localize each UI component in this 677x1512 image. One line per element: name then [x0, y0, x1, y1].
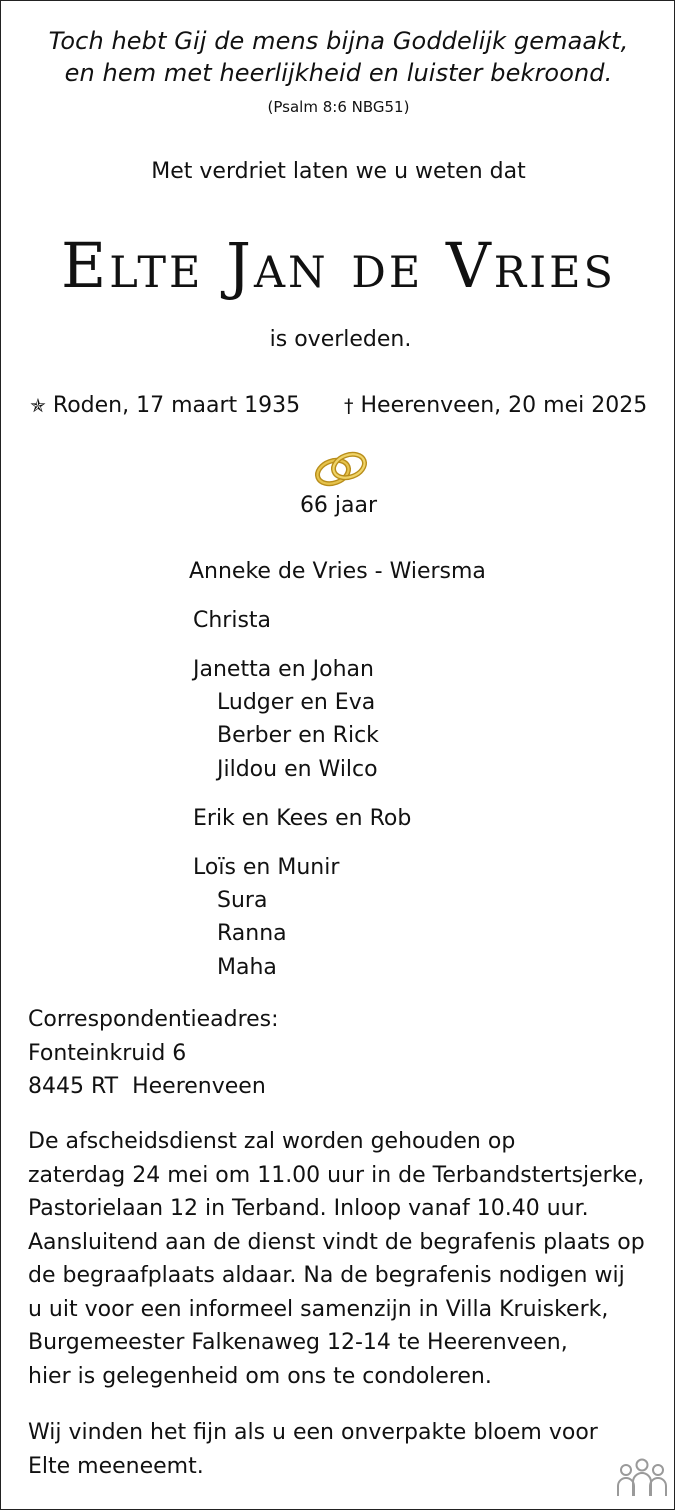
correspondence-city: 8445 RT Heerenveen — [28, 1074, 266, 1099]
grandchild-4-1: Sura — [217, 888, 268, 913]
people-group-icon — [616, 1456, 668, 1500]
grandchild-4-3: Maha — [217, 955, 277, 980]
family-spouse: Anneke de Vries - Wiersma — [189, 559, 486, 584]
flowers-note — [28, 1416, 598, 1483]
service-line: Aansluitend aan de dienst vindt de begrafenis plaats op — [28, 1229, 645, 1255]
correspondence-address — [28, 1003, 279, 1104]
service-details — [28, 1125, 645, 1393]
grandchild-4-2: Ranna — [217, 921, 287, 946]
birth-text: Roden, 17 maart 1935 — [52, 393, 301, 418]
grandchild-2-2: Berber en Rick — [217, 723, 379, 748]
flowers-line: Elte meeneemt. — [28, 1453, 204, 1479]
family-child-2: Janetta en Johan — [193, 657, 374, 682]
correspondence-street: Fonteinkruid 6 — [28, 1040, 187, 1066]
family-child-4: Loïs en Munir — [193, 855, 340, 880]
verse-line-1: Toch hebt Gij de mens bijna Goddelijk gemaakt, — [48, 27, 629, 55]
service-line: de begraafplaats aldaar. Na de begrafenis nodigen wij — [28, 1263, 625, 1288]
birth-line — [30, 392, 300, 420]
passed-text: is overleden. — [269, 327, 412, 352]
family-child-3: Erik en Kees en Rob — [193, 806, 412, 831]
intro-text: Met verdriet laten we u weten dat — [151, 159, 526, 184]
cross-icon: † — [344, 395, 354, 417]
verse-line-2: en hem met heerlijkheid en luister bekroond. — [64, 59, 613, 87]
deceased-name: Elte Jan de Vries — [61, 229, 616, 302]
correspondence-label: Correspondentieadres: — [28, 1007, 279, 1032]
star-icon: ✯ — [30, 395, 46, 417]
grandchild-2-3: Jildou en Wilco — [217, 757, 378, 782]
family-child-1: Christa — [193, 608, 272, 633]
death-text: Heerenveen, 20 mei 2025 — [360, 393, 648, 418]
wedding-rings-icon — [312, 448, 370, 488]
service-line: Burgemeester Falkenaweg 12-14 te Heerenveen, — [28, 1330, 568, 1355]
service-line: u uit voor een informeel samenzijn in Villa Kruiskerk, — [28, 1296, 609, 1322]
service-line: hier is gelegenheid om ons te condoleren. — [28, 1363, 492, 1389]
marriage-years: 66 jaar — [299, 493, 378, 518]
verse-reference: (Psalm 8:6 NBG51) — [267, 98, 410, 116]
service-line: Pastorielaan 12 in Terband. Inloop vanaf 10.40 uur. — [28, 1196, 589, 1221]
flowers-line: Wij vinden het fijn als u een onverpakte bloem voor — [28, 1420, 598, 1445]
death-line — [344, 392, 647, 420]
grandchild-2-1: Ludger en Eva — [217, 690, 376, 715]
service-line: De afscheidsdienst zal worden gehouden op — [28, 1129, 516, 1154]
service-line: zaterdag 24 mei om 11.00 uur in de Terbandstertsjerke, — [28, 1162, 645, 1188]
